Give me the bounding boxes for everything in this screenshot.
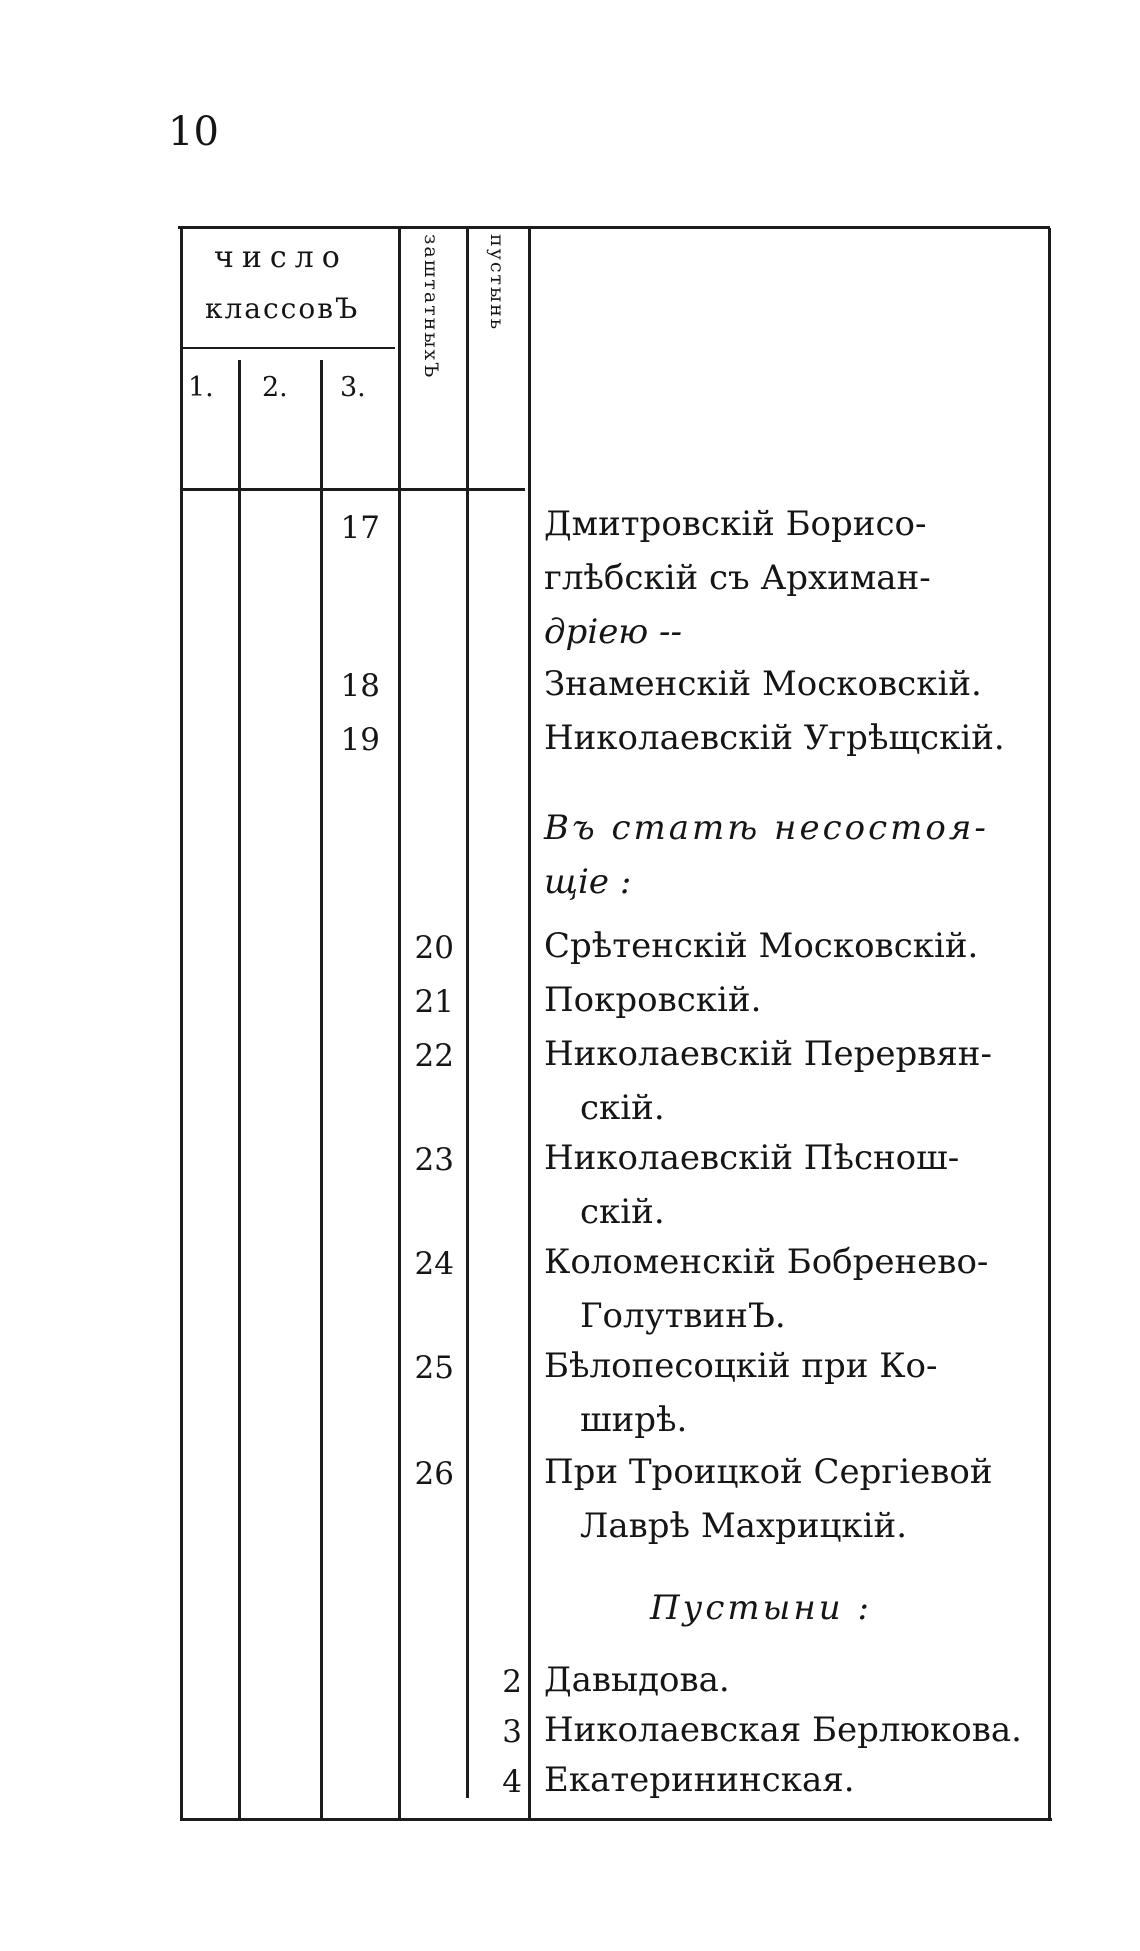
section-heading-supernumerary: Въ статѣ несостоя- [544, 808, 989, 848]
column-divider-2-3 [320, 360, 323, 1820]
header-col-1: 1. [188, 372, 214, 403]
column-divider-3-supernumerary [398, 228, 401, 1820]
entry-line: Николаевская Берлюкова. [544, 1710, 1022, 1750]
header-col-2: 2. [262, 372, 288, 403]
entry-line: При Троицкой Сергіевой [544, 1452, 993, 1492]
header-bottom-rule [183, 488, 525, 491]
left-border [180, 228, 183, 1820]
entry-line: дріею -- [544, 612, 683, 652]
entry-line: Покровскій. [544, 980, 762, 1020]
entry-line: скій. [580, 1088, 665, 1128]
entry-number: 18 [340, 668, 380, 704]
entry-number: 17 [340, 510, 380, 546]
entry-number: 4 [502, 1764, 522, 1800]
entry-number: 20 [414, 930, 454, 966]
column-divider-1-2 [238, 360, 241, 1820]
entry-line: скій. [580, 1192, 665, 1232]
entry-number: 3 [502, 1714, 522, 1750]
entry-line: Бѣлопесоцкій при Ко- [544, 1346, 938, 1386]
entry-number: 19 [340, 722, 380, 758]
entry-line: Знаменскій Московскій. [544, 664, 982, 704]
right-border [1048, 228, 1051, 1820]
section-heading-hermitages: Пустыни : [650, 1588, 872, 1628]
header-col-3: 3. [340, 372, 366, 403]
section-heading-supernumerary: щіе : [544, 862, 632, 902]
table-top-rule [178, 226, 1050, 229]
column-divider-hermitages-names [528, 228, 531, 1820]
header-class-count-line2: классовЪ [205, 292, 360, 325]
entry-number: 24 [414, 1246, 454, 1282]
column-divider-supernumerary-hermitages [466, 228, 469, 1798]
entry-line: Екатерининская. [544, 1760, 855, 1800]
header-col-hermitages: пустынь [486, 234, 508, 332]
entry-number: 23 [414, 1142, 454, 1178]
entry-line: ширѣ. [580, 1400, 688, 1440]
header-col-supernumerary: заштатныхЪ [420, 234, 442, 380]
entry-line: Лаврѣ Махрицкій. [580, 1506, 908, 1546]
entry-number: 26 [414, 1456, 454, 1492]
entry-line: Коломенскій Бобренево- [544, 1242, 989, 1282]
entry-number: 2 [502, 1664, 522, 1700]
entry-line: Николаевскій Перервян- [544, 1034, 992, 1074]
entry-line: Дмитровскій Борисо- [544, 504, 927, 544]
header-class-count-line1: число [214, 240, 348, 275]
entry-line: глѣбскій съ Архиман- [544, 558, 931, 598]
header-group-rule [183, 347, 395, 349]
table-bottom-rule [180, 1818, 1052, 1821]
page-number: 10 [168, 109, 219, 155]
entry-number: 25 [414, 1350, 454, 1386]
entry-line: Давыдова. [544, 1660, 730, 1700]
entry-line: Николаевскій Угрѣщскій. [544, 718, 1005, 758]
entry-line: ГолутвинЪ. [580, 1296, 786, 1336]
entry-number: 21 [414, 984, 454, 1020]
entry-line: Николаевскій Пѣснош- [544, 1138, 960, 1178]
entry-line: Срѣтенскій Московскій. [544, 926, 979, 966]
entry-number: 22 [414, 1038, 454, 1074]
